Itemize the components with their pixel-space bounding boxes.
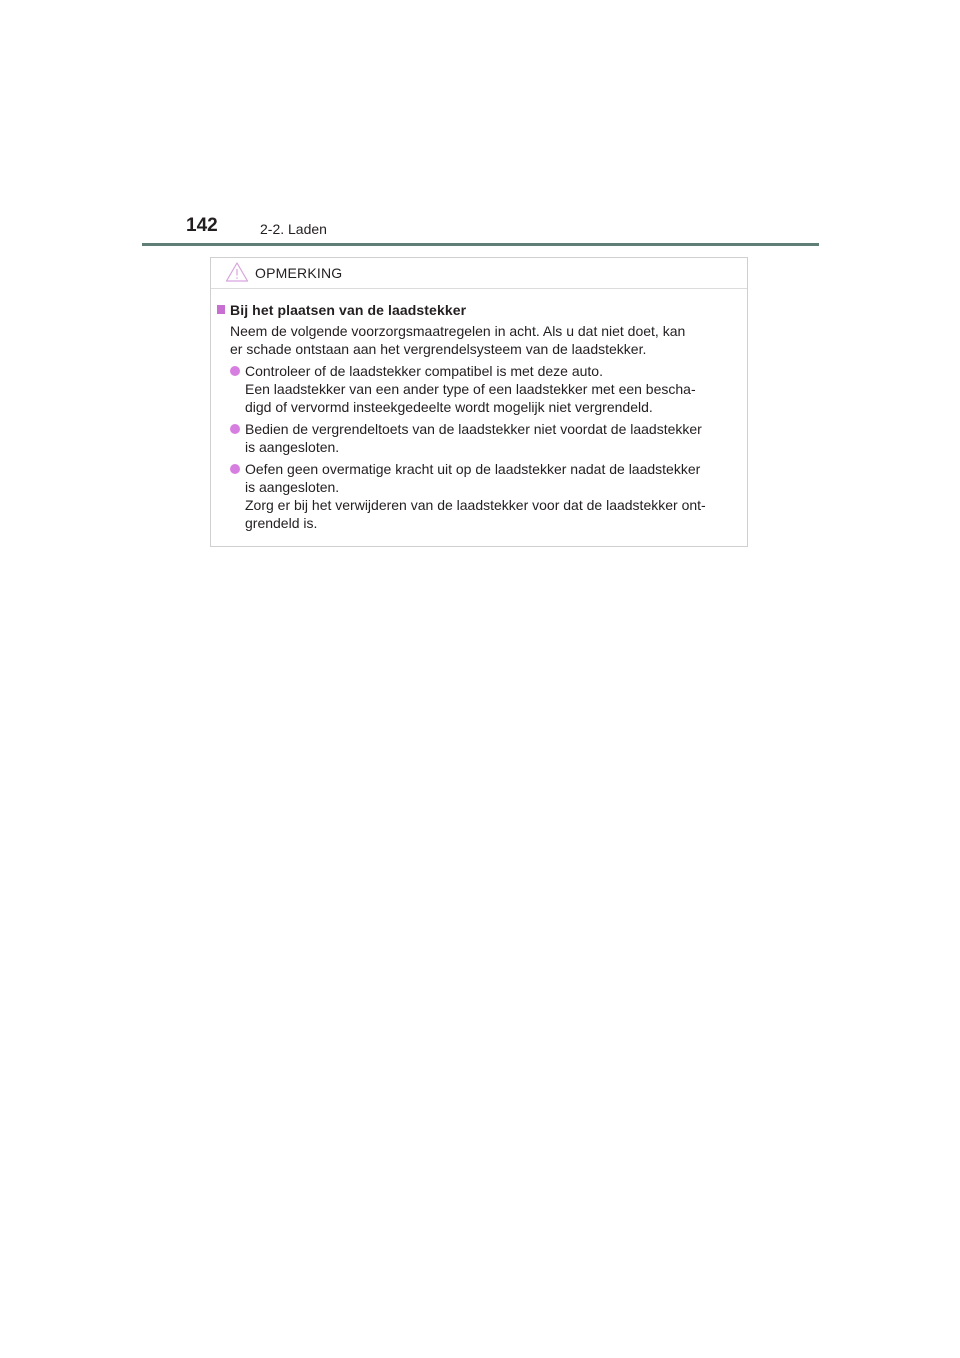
- list-item-text: [245, 420, 741, 456]
- notice-heading-row: [217, 301, 741, 319]
- list-item-line: Controleer of de laadstekker compatibel is met deze auto.: [245, 363, 603, 379]
- list-item-line: grendeld is.: [245, 515, 318, 531]
- notice-box: [210, 257, 748, 547]
- circle-bullet-icon: [230, 424, 240, 434]
- page-header: [142, 214, 819, 248]
- list-item: [230, 460, 741, 532]
- page-number: 142: [186, 215, 218, 236]
- list-item-line: is aangesloten.: [245, 439, 340, 455]
- notice-body: [211, 289, 747, 532]
- section-title: 2-2. Laden: [260, 221, 327, 237]
- notice-label: OPMERKING: [255, 265, 343, 281]
- list-item-text: [245, 362, 741, 416]
- list-item-line: is aangesloten.: [245, 479, 340, 495]
- header-rule: [142, 243, 819, 246]
- list-item-text: [245, 460, 741, 532]
- intro-line: Neem de volgende voorzorgsmaatregelen in acht. Als u dat niet doet, kan: [230, 323, 686, 339]
- notice-intro: [230, 322, 741, 358]
- notice-heading: Bij het plaatsen van de laadstekker: [230, 302, 467, 318]
- list-item: [230, 420, 741, 456]
- precaution-list: [217, 362, 741, 532]
- circle-bullet-icon: [230, 464, 240, 474]
- list-item-line: Oefen geen overmatige kracht uit op de laadstekker nadat de laadstekker: [245, 461, 701, 477]
- warning-triangle-icon: [225, 261, 249, 283]
- square-bullet-icon: [217, 305, 225, 314]
- list-item-line: Een laadstekker van een ander type of een laadstekker met een bescha-: [245, 381, 696, 397]
- list-item-line: digd of vervormd insteekgedeelte wordt mogelijk niet vergrendeld.: [245, 399, 653, 415]
- list-item-line: Zorg er bij het verwijderen van de laadstekker voor dat de laadstekker ont-: [245, 497, 706, 513]
- notice-header: [211, 258, 747, 289]
- list-item: [230, 362, 741, 416]
- circle-bullet-icon: [230, 366, 240, 376]
- intro-line: er schade ontstaan aan het vergrendelsysteem van de laadstekker.: [230, 341, 647, 357]
- list-item-line: Bedien de vergrendeltoets van de laadstekker niet voordat de laadstekker: [245, 421, 702, 437]
